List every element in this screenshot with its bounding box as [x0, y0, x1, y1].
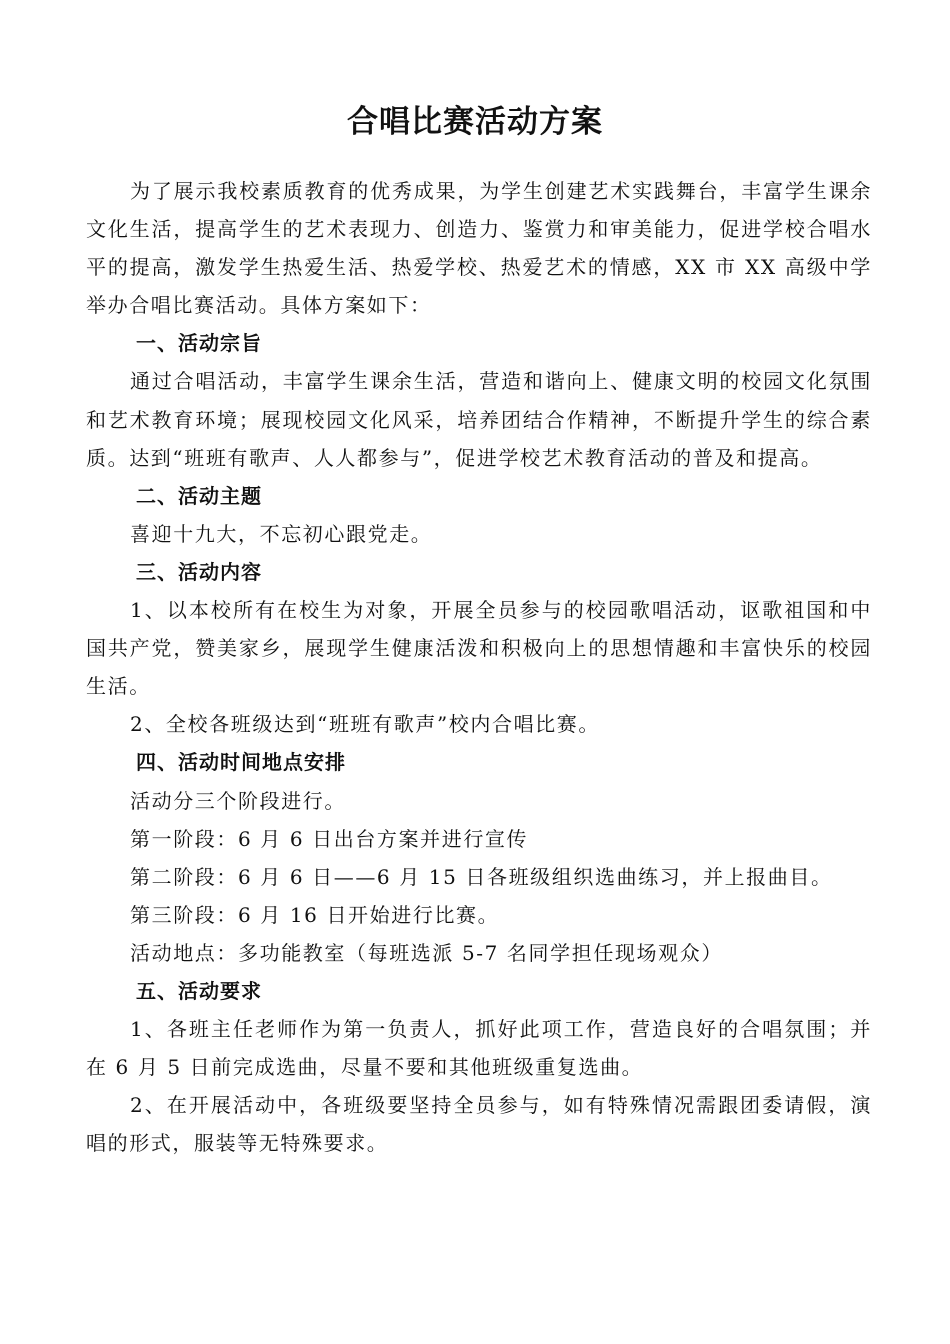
schedule-paragraph-2: 第一阶段：6 月 6 日出台方案并进行宣传	[130, 826, 529, 851]
intro-paragraph: 为了展示我校素质教育的优秀成果，为学生创建艺术实践舞台，丰富学生课余文化生活，提高学生的艺术表现力、创造力、鉴赏力和审美能力，促进学校合唱水平的提高，激发学生热爱生活、热爱学校、热爱艺术的情感，XX 市 XX 高级中学举办合唱比赛活动。具体方案如下：	[86, 179, 872, 318]
requirements-paragraph-1: 1、各班主任老师作为第一负责人，抓好此项工作，营造良好的合唱氛围；并在 6 月 5 日前完成选曲，尽量不要和其他班级重复选曲。	[86, 1017, 872, 1080]
schedule-paragraph-5: 活动地点：多功能教室（每班选派 5-7 名同学担任现场观众）	[130, 940, 723, 965]
document-title: 合唱比赛活动方案	[347, 104, 603, 140]
section-heading-purpose: 一、活动宗旨	[136, 331, 262, 356]
theme-paragraph: 喜迎十九大，不忘初心跟党走。	[130, 521, 433, 546]
requirements-paragraph-2: 2、在开展活动中，各班级要坚持全员参与，如有特殊情况需跟团委请假，演唱的形式，服装等无特殊要求。	[86, 1093, 872, 1156]
purpose-paragraph: 通过合唱活动，丰富学生课余生活，营造和谐向上、健康文明的校园文化氛围和艺术教育环境；展现校园文化风采，培养团结合作精神，不断提升学生的综合素质。达到“班班有歌声、人人都参与”，促进学校艺术教育活动的普及和提高。	[86, 369, 872, 470]
content-paragraph-1: 1、以本校所有在校生为对象，开展全员参与的校园歌唱活动，讴歌祖国和中国共产党，赞美家乡，展现学生健康活泼和积极向上的思想情趣和丰富快乐的校园生活。	[86, 598, 872, 699]
section-heading-theme: 二、活动主题	[136, 483, 262, 508]
schedule-paragraph-1: 活动分三个阶段进行。	[130, 788, 346, 813]
content-paragraph-2: 2、全校各班级达到“班班有歌声”校内合唱比赛。	[130, 712, 600, 737]
schedule-paragraph-3: 第二阶段：6 月 6 日——6 月 15 日各班级组织选曲练习，并上报曲目。	[130, 864, 833, 889]
section-heading-schedule: 四、活动时间地点安排	[136, 750, 346, 775]
document-body	[86, 172, 872, 1162]
section-heading-content: 三、活动内容	[136, 559, 262, 584]
section-heading-requirements: 五、活动要求	[136, 978, 262, 1003]
schedule-paragraph-4: 第三阶段：6 月 16 日开始进行比赛。	[130, 902, 500, 927]
